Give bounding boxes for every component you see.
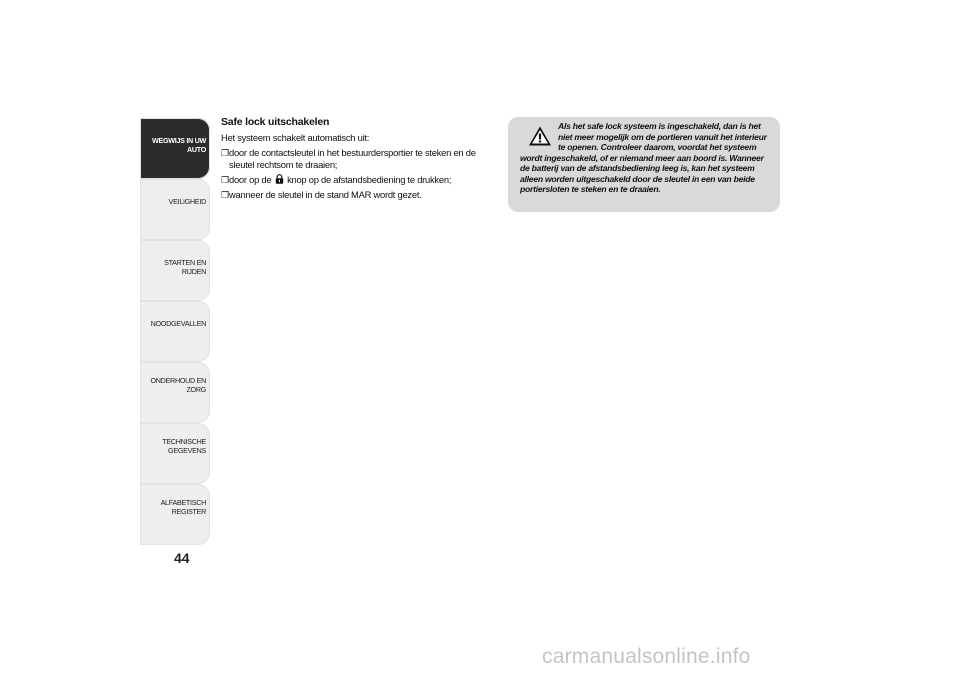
- watermark: carmanualsonline.info: [542, 645, 751, 668]
- bullet-text: [229, 174, 451, 186]
- tab-starten-en-rijden[interactable]: STARTEN EN RIJDEN: [140, 240, 210, 301]
- page-number: 44: [174, 550, 190, 566]
- tab-veiligheid[interactable]: VEILIGHEID: [140, 179, 210, 240]
- section-title: Safe lock uitschakelen: [221, 116, 330, 128]
- bullet-text-part: door op de: [229, 174, 272, 185]
- warning-text: [520, 121, 772, 195]
- main-text-column: [221, 116, 481, 204]
- lock-icon: [275, 174, 284, 184]
- bullet-item: [221, 174, 481, 186]
- tab-onderhoud-en-zorg[interactable]: ONDERHOUD EN ZORG: [140, 362, 210, 423]
- tab-alfabetisch-register[interactable]: ALFABETISCH REGISTER: [140, 484, 210, 545]
- warning-box: [508, 117, 780, 212]
- bullet-item: [221, 189, 481, 201]
- bullet-box-icon: ❒: [221, 190, 229, 200]
- bullet-text: door de contactsleutel in het bestuurdersportier te steken en de sleutel rechtsom te draaien;: [229, 147, 476, 170]
- warning-lead-text: Als het safe lock systeem is ingeschakeld, dan is het niet meer mogelijk om de portieren vanuit het interieur te openen. Controleer daarom, voordat het systeem: [558, 121, 767, 152]
- bullet-box-icon: ❒: [221, 175, 229, 185]
- bullet-item: [221, 147, 481, 171]
- bullet-text-part: knop op de afstandsbediening te drukken;: [287, 174, 452, 185]
- bullet-box-icon: ❒: [221, 148, 229, 158]
- warning-rest-text: wordt ingeschakeld, of er niemand meer aan boord is. Wanneer de batterij van de afstandsbediening leeg is, kan het systeem alleen worden uitgeschakeld door de sleutel in een van beide portiersloten te steken en te draaien.: [520, 152, 764, 194]
- bullet-text: wanneer de sleutel in de stand MAR wordt gezet.: [229, 189, 422, 200]
- tab-wegwijs[interactable]: WEGWIJS IN UW AUTO: [140, 118, 210, 179]
- tab-noodgevallen[interactable]: NOODGEVALLEN: [140, 301, 210, 362]
- intro-text: Het systeem schakelt automatisch uit:: [221, 132, 370, 143]
- tab-technische-gegevens[interactable]: TECHNISCHE GEGEVENS: [140, 423, 210, 484]
